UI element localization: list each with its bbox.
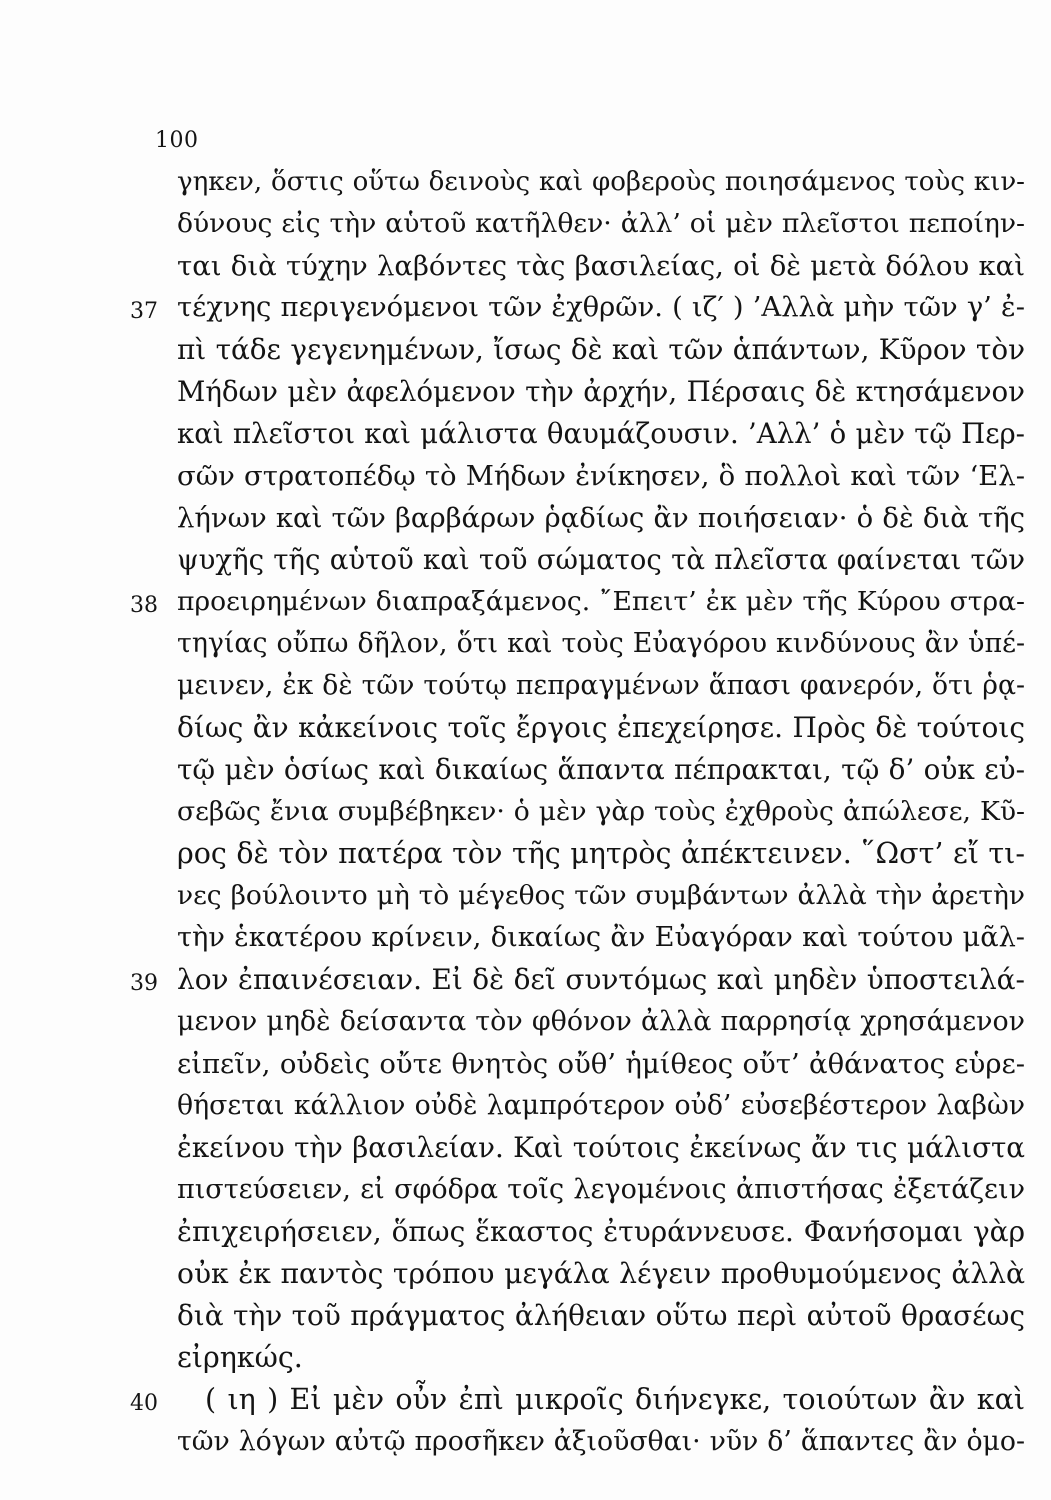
text-line: τῶν λόγων αὐτῷ προσῆκεν ἀξιοῦσθαι· νῦν δ’ ἅπαντες ἂν ὁμο- [177,1426,1025,1457]
text-line: δίως ἂν κἀκείνοις τοῖς ἔργοις ἐπεχείρησε. Πρὸς δὲ τούτοις [177,711,1025,744]
text-line: μεινεν, ἐκ δὲ τῶν τούτῳ πεπραγμένων ἅπασι φανερόν, ὅτι ῥᾳ- [177,670,1025,701]
text-line: σῶν στρατοπέδῳ τὸ Μήδων ἐνίκησεν, ὃ πολλοὶ καὶ τῶν ‘Ελ- [177,460,1025,492]
text-line: καὶ πλεῖστοι καὶ μάλιστα θαυμάζουσιν. ’Αλλ’ ὁ μὲν τῷ Περ- [177,417,1025,450]
text-line: ρος δὲ τὸν πατέρα τὸν τῆς μητρὸς ἀπέκτεινεν. ῞Ωστ’ εἴ τι- [177,837,1025,870]
text-line: λήνων καὶ τῶν βαρβάρων ῥᾳδίως ἂν ποιήσειαν· ὁ δὲ διὰ τῆς [177,502,1025,534]
text-line: ψυχῆς τῆς αὑτοῦ καὶ τοῦ σώματος τὰ πλεῖστα φαίνεται τῶν [177,543,1025,576]
text-line: δύνους εἰς τὴν αὑτοῦ κατῆλθεν· ἀλλ’ οἱ μὲν πλεῖστοι πεποίην- [177,208,1025,239]
text-line: διὰ τὴν τοῦ πράγματος ἀλήθειαν οὕτω περὶ αὐτοῦ θρασέως [177,1299,1025,1332]
section-number: 39 [130,971,158,996]
text-line: ται διὰ τύχην λαβόντες τὰς βασιλείας, οἱ δὲ μετὰ δόλου καὶ [177,250,1025,282]
text-line: ( ιη ) Εἰ μὲν οὖν ἐπὶ μικροῖς διήνεγκε, τοιούτων ἂν καὶ [205,1383,1025,1416]
text-line: νες βούλοιντο μὴ τὸ μέγεθος τῶν συμβάντων ἀλλὰ τὴν ἀρετὴν [177,880,1025,911]
text-line: οὐκ ἐκ παντὸς τρόπου μεγάλα λέγειν προθυμούμενος ἀλλὰ [177,1257,1025,1290]
text-line: σεβῶς ἔνια συμβέβηκεν· ὁ μὲν γὰρ τοὺς ἐχθροὺς ἀπώλεσε, Κῦ- [177,796,1025,827]
text-line: πὶ τάδε γεγενημένων, ἴσως δὲ καὶ τῶν ἁπάντων, Κῦρον τὸν [177,333,1025,366]
text-line: μενον μηδὲ δείσαντα τὸν φθόνον ἀλλὰ παρρησίᾳ χρησάμενον [177,1006,1025,1037]
text-line: θήσεται κάλλιον οὐδὲ λαμπρότερον οὐδ’ εὐσεβέστερον λαβὼν [177,1090,1025,1121]
section-number: 37 [130,299,158,324]
text-line: τέχνης περιγενόμενοι τῶν ἐχθρῶν. ( ιζ′ ) ’Αλλὰ μὴν τῶν γ’ ἐ- [177,292,1025,323]
text-line: τῷ μὲν ὁσίως καὶ δικαίως ἅπαντα πέπρακται, τῷ δ’ οὐκ εὐ- [177,753,1025,786]
text-line: λον ἐπαινέσειαν. Εἰ δὲ δεῖ συντόμως καὶ μηδὲν ὑποστειλά- [177,963,1025,996]
section-number: 38 [130,593,158,618]
text-line: εἰρηκώς. [177,1341,303,1374]
text-line: ἐκείνου τὴν βασιλείαν. Καὶ τούτοις ἐκείνως ἄν τις μάλιστα [177,1131,1025,1164]
text-line: τὴν ἑκατέρου κρίνειν, δικαίως ἂν Εὐαγόραν καὶ τούτου μᾶλ- [177,922,1025,953]
page-number: 100 [155,128,199,153]
text-line: τηγίας οὔπω δῆλον, ὅτι καὶ τοὺς Εὐαγόρου κινδύνους ἂν ὑπέ- [177,628,1025,659]
text-line: Μήδων μὲν ἀφελόμενον τὴν ἀρχήν, Πέρσαις δὲ κτησάμενον [177,375,1025,408]
text-line: εἰπεῖν, οὐδεὶς οὔτε θνητὸς οὔθ’ ἡμίθεος οὔτ’ ἀθάνατος εὑρε- [177,1048,1025,1080]
text-line: γηκεν, ὅστις οὕτω δεινοὺς καὶ φοβεροὺς ποιησάμενος τοὺς κιν- [177,167,1025,197]
section-number: 40 [130,1391,158,1416]
text-line: ἐπιχειρήσειεν, ὅπως ἕκαστος ἐτυράννευσε. Φανήσομαι γὰρ [177,1215,1025,1248]
text-line: προειρημένων διαπραξάμενος. ῎Επειτ’ ἐκ μὲν τῆς Κύρου στρα- [177,586,1025,617]
text-line: πιστεύσειεν, εἰ σφόδρα τοῖς λεγομένοις ἀπιστήσας ἐξετάζειν [177,1174,1025,1205]
